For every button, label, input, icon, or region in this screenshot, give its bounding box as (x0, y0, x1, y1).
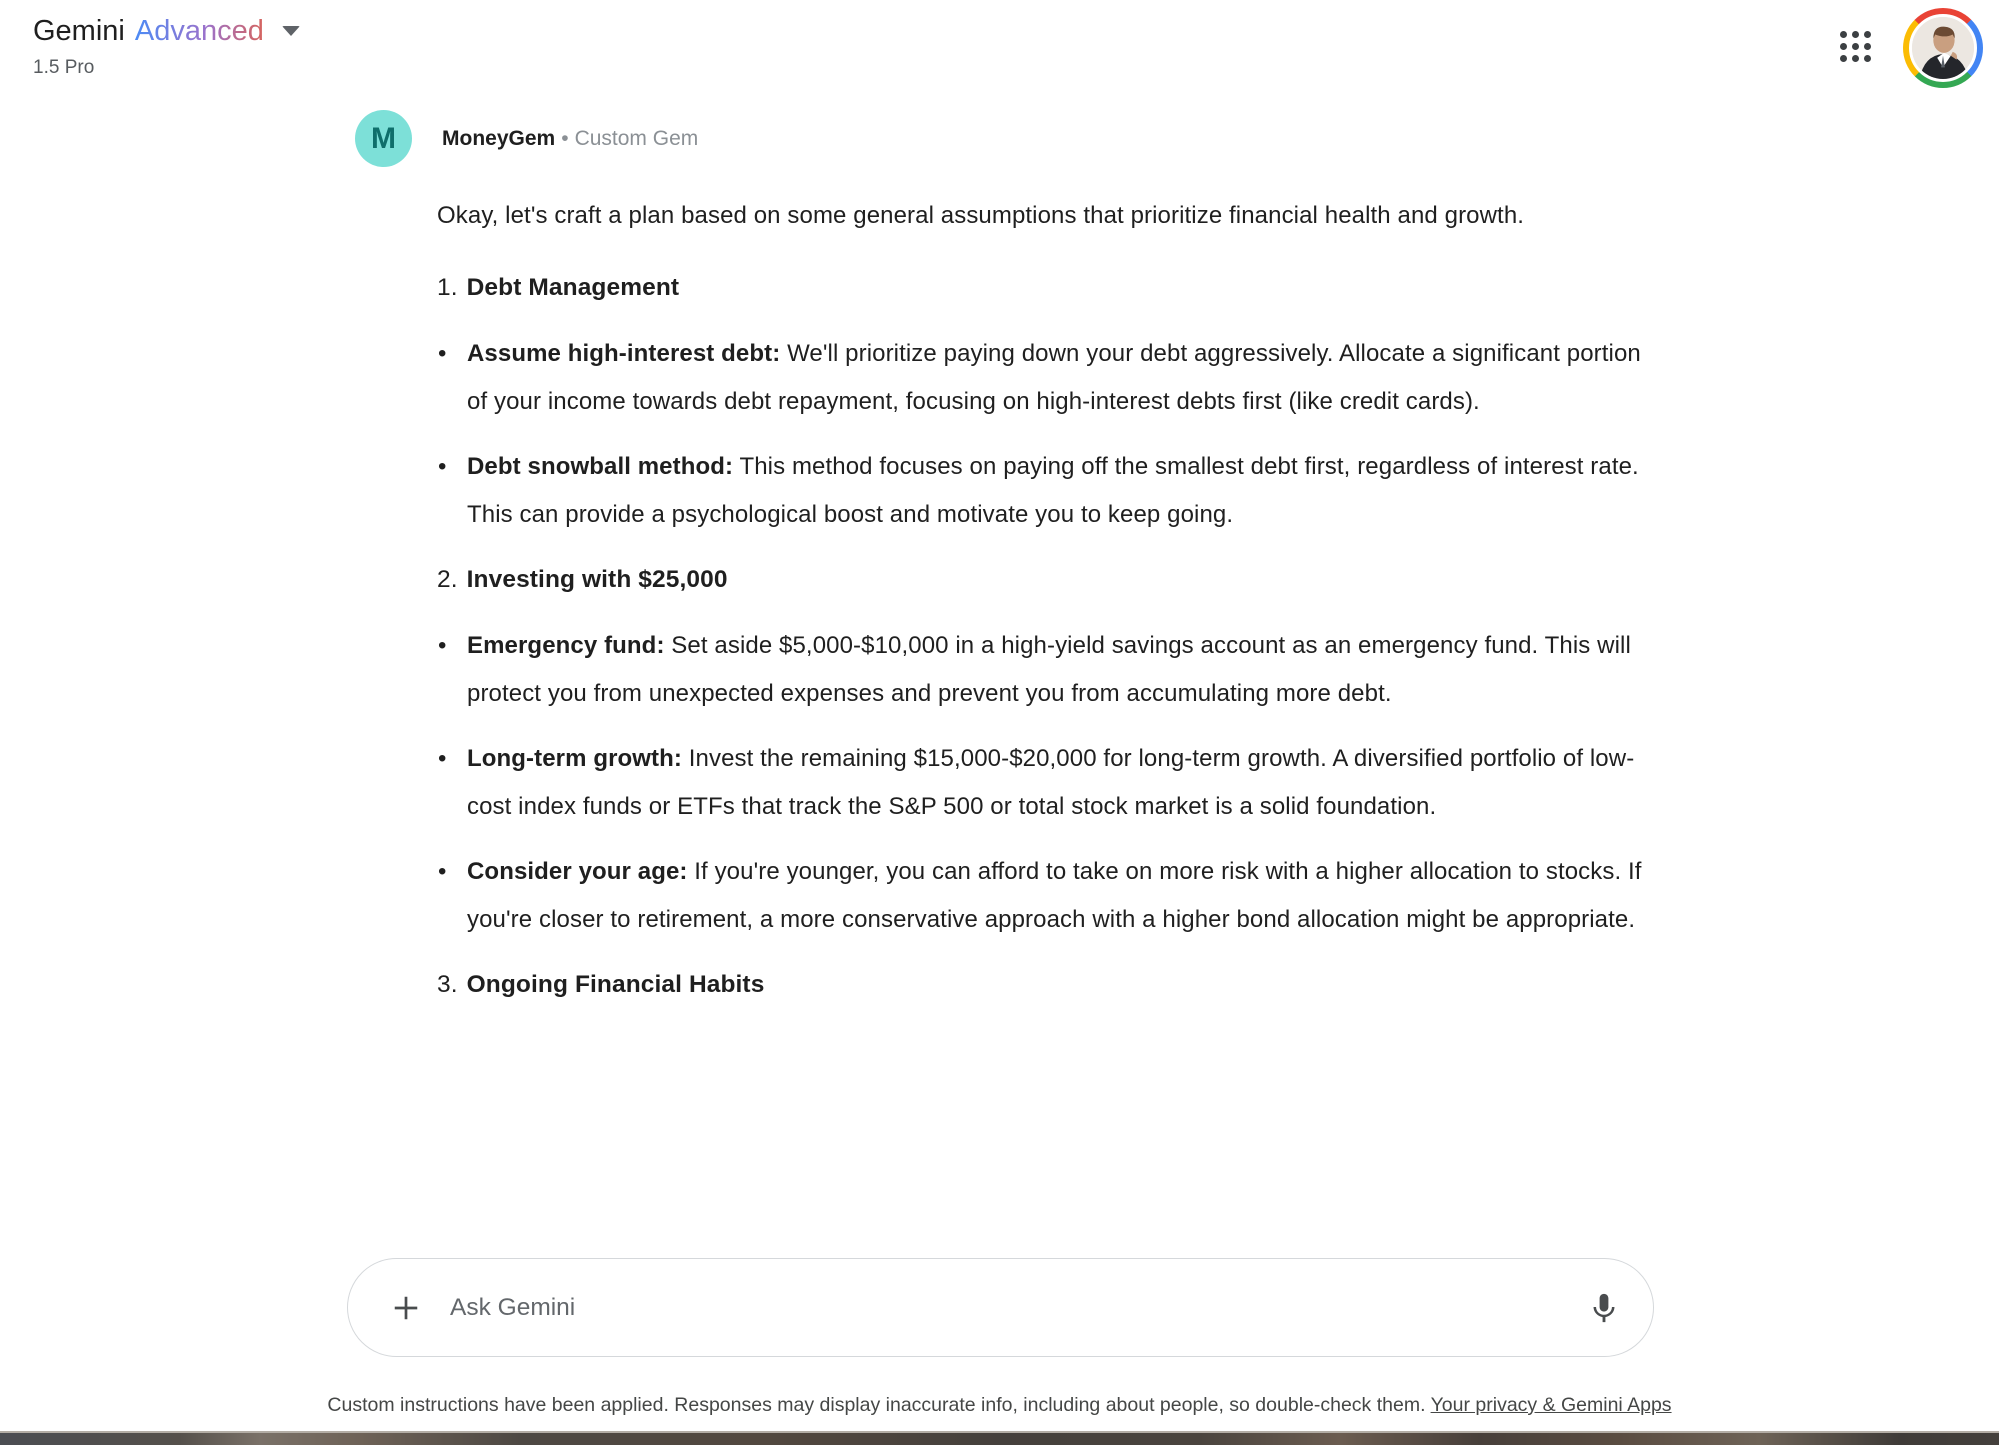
model-switcher[interactable] (33, 14, 300, 79)
app-name: Gemini (33, 15, 125, 47)
section-heading-investing: 2. Investing with $25,000 (437, 566, 728, 593)
gem-separator: • (561, 126, 569, 150)
privacy-link[interactable]: Your privacy & Gemini Apps (1430, 1394, 1672, 1416)
disclaimer-text: Custom instructions have been applied. Responses may display inaccurate info, including about people, so double-check them. (327, 1394, 1426, 1416)
disclaimer-bar (0, 1394, 1999, 1417)
list-item: • Long-term growth: Invest the remaining $15,000-$20,000 for long-term growth. A diversified portfolio of low-cost index funds or ETFs that track the S&P 500 or total stock market is a solid foundation. (437, 735, 1645, 831)
chevron-down-icon[interactable] (282, 26, 300, 36)
user-avatar[interactable] (1903, 8, 1983, 88)
prompt-input-bar[interactable] (347, 1258, 1654, 1357)
bullet-list (437, 330, 1675, 539)
desktop-edge-strip (0, 1431, 1999, 1445)
response-intro-paragraph: Okay, let's craft a plan based on some general assumptions that prioritize financial health and growth. (437, 202, 1525, 229)
gem-name: MoneyGem (442, 126, 556, 150)
bullet-list (437, 622, 1675, 944)
list-item: • Emergency fund: Set aside $5,000-$10,000 in a high-yield savings account as an emergency fund. This will protect you from unexpected expenses and prevent you from accumulating more debt. (437, 622, 1645, 718)
model-version-label: 1.5 Pro (33, 57, 95, 78)
gem-avatar: M (355, 110, 412, 167)
plus-icon[interactable] (388, 1290, 424, 1326)
list-item: • Assume high-interest debt: We'll prioritize paying down your debt aggressively. Allocate a significant portion of your income towards debt repayment, focusing on high-interest debts first (like credit cards). (437, 330, 1645, 426)
list-item: • Debt snowball method: This method focuses on paying off the smallest debt first, regardless of interest rate. This can provide a psychological boost and motivate you to keep going. (437, 443, 1645, 539)
google-apps-grid-icon[interactable] (1840, 31, 1871, 62)
section-heading-debt-management: 1. Debt Management (437, 274, 680, 301)
gem-sender-row (355, 110, 698, 167)
gem-type-label: Custom Gem (574, 126, 699, 150)
ask-gemini-input[interactable] (450, 1294, 1585, 1322)
plan-badge: Advanced (134, 15, 264, 47)
user-avatar-photo (1909, 14, 1977, 82)
section-heading-ongoing-habits: 3. Ongoing Financial Habits (437, 971, 765, 998)
gem-response (437, 192, 1675, 1027)
microphone-icon[interactable] (1585, 1289, 1623, 1327)
list-item: • Consider your age: If you're younger, you can afford to take on more risk with a higher allocation to stocks. If you're closer to retirement, a more conservative approach with a higher bond allocation might be appropriate. (437, 848, 1645, 944)
